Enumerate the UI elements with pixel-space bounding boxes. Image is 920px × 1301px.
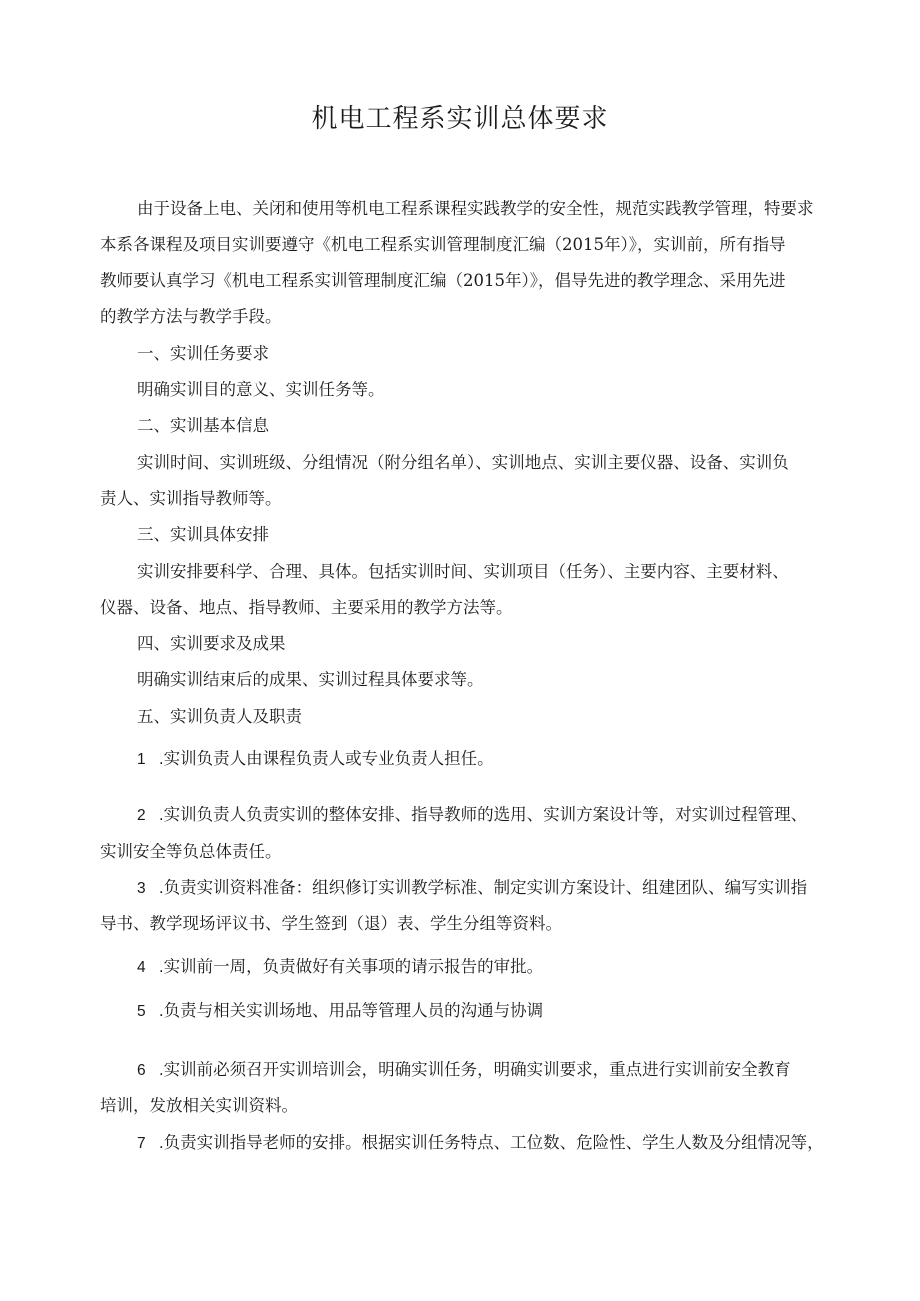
list-item-text: 实训负责人由课程负责人或专业负责人担任。 — [163, 749, 494, 768]
list-item: 5 .负责与相关实训场地、用品等管理人员的沟通与协调 — [137, 999, 543, 1024]
list-item: 4 .实训前一周，负责做好有关事项的请示报告的审批。 — [137, 955, 543, 980]
list-item: 3 .负责实训资料准备：组织修订实训教学标准、制定实训方案设计、组建团队、编写实训指 — [137, 876, 807, 901]
intro-line-4: 的教学方法与教学手段。 — [100, 307, 282, 326]
section-2-body-line-2: 责人、实训指导教师等。 — [100, 489, 282, 508]
list-item-text: 负责实训资料准备：组织修订实训教学标准、制定实训方案设计、组建团队、编写实训指 — [163, 878, 808, 897]
section-3-body-line-1: 实训安排要科学、合理、具体。包括实训时间、实训项目（任务）、主要内容、主要材料、 — [137, 562, 789, 581]
intro-line-3: 教师要认真学习《机电工程系实训管理制度汇编（2015年）》，倡导先进的教学理念、采用先进 — [100, 271, 786, 290]
list-item: 6 .实训前必须召开实训培训会，明确实训任务，明确实训要求，重点进行实训前安全教育 — [137, 1058, 791, 1083]
section-3-body-line-2: 仪器、设备、地点、指导教师、主要采用的教学方法等。 — [100, 598, 513, 617]
section-2-heading: 二、实训基本信息 — [137, 416, 269, 435]
list-item-number: 3 — [137, 880, 146, 897]
section-1-body-line-1: 明确实训目的意义、实训任务等。 — [137, 380, 385, 399]
list-item-continuation: 培训，发放相关实训资料。 — [100, 1096, 298, 1115]
section-4-body-line-1: 明确实训结束后的成果、实训过程具体要求等。 — [137, 670, 484, 689]
list-item-text: 实训前一周，负责做好有关事项的请示报告的审批。 — [163, 957, 544, 976]
list-item-number: 6 — [137, 1062, 146, 1079]
section-4-heading: 四、实训要求及成果 — [137, 634, 286, 653]
page-title: 机电工程系实训总体要求 — [311, 104, 609, 134]
list-item-text: 实训前必须召开实训培训会，明确实训任务，明确实训要求，重点进行实训前安全教育 — [163, 1060, 791, 1079]
section-1-heading: 一、实训任务要求 — [137, 344, 269, 363]
intro-line-2: 本系各课程及项目实训要遵守《机电工程系实训管理制度汇编（2015年）》，实训前，所有指导 — [100, 235, 786, 254]
section-3-heading: 三、实训具体安排 — [137, 525, 269, 544]
list-item-number: 4 — [137, 959, 146, 976]
list-item: 2 .实训负责人负责实训的整体安排、指导教师的选用、实训方案设计等，对实训过程管理、 — [137, 803, 807, 828]
list-item: 7 .负责实训指导老师的安排。根据实训任务特点、工位数、危险性、学生人数及分组情况等， — [137, 1131, 824, 1156]
section-2-body-line-1: 实训时间、实训班级、分组情况（附分组名单）、实训地点、实训主要仪器、设备、实训负 — [137, 453, 789, 472]
list-item-continuation: 实训安全等负总体责任。 — [100, 842, 282, 861]
list-item-text: 实训负责人负责实训的整体安排、指导教师的选用、实训方案设计等，对实训过程管理、 — [163, 805, 808, 824]
section-5-heading: 五、实训负责人及职责 — [137, 707, 302, 726]
list-item-number: 2 — [137, 807, 146, 824]
intro-line-1: 由于设备上电、关闭和使用等机电工程系课程实践教学的安全性，规范实践教学管理，特要求 — [137, 199, 814, 218]
list-item-number: 1 — [137, 751, 146, 768]
list-item-number: 7 — [137, 1135, 146, 1152]
list-item-number: 5 — [137, 1003, 146, 1020]
list-item: 1 .实训负责人由课程负责人或专业负责人担任。 — [137, 747, 494, 772]
list-item-text: 负责与相关实训场地、用品等管理人员的沟通与协调 — [163, 1001, 544, 1020]
list-item-text: 负责实训指导老师的安排。根据实训任务特点、工位数、危险性、学生人数及分组情况等， — [163, 1133, 824, 1152]
list-item-continuation: 导书、教学现场评议书、学生签到（退）表、学生分组等资料。 — [100, 914, 562, 933]
